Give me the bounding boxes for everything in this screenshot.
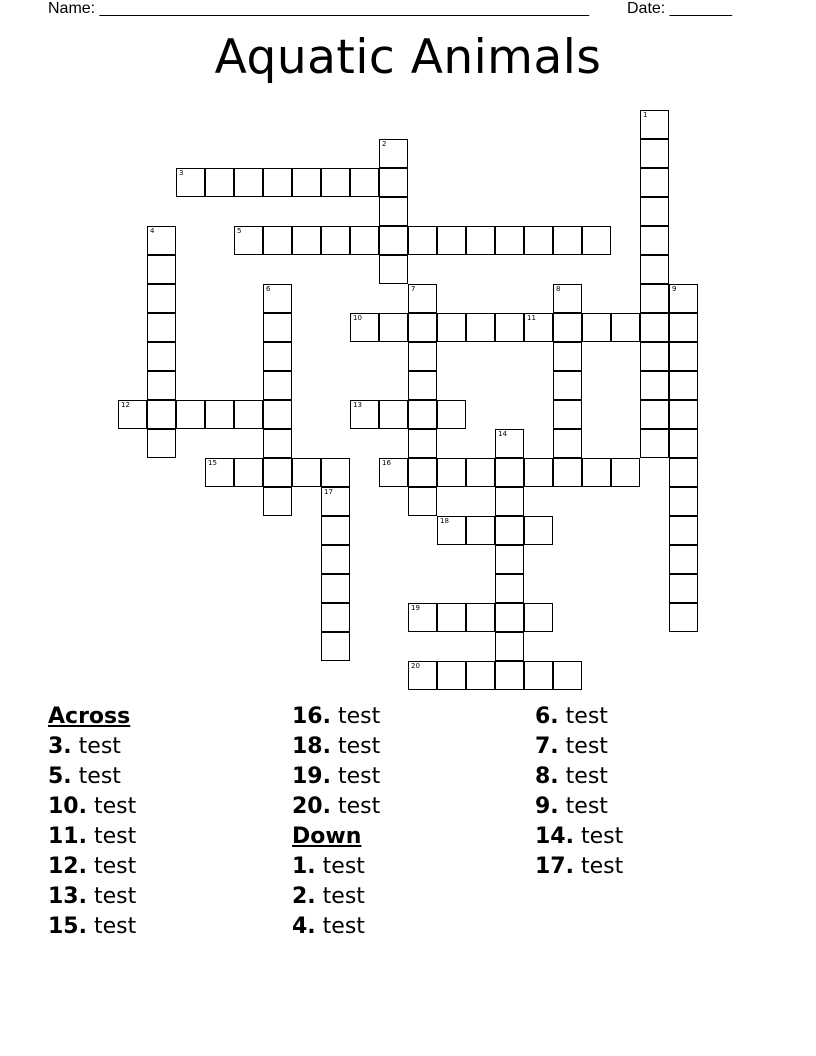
- grid-cell[interactable]: [408, 342, 437, 371]
- grid-cell[interactable]: [292, 168, 321, 197]
- clue-number: 1: [643, 111, 648, 119]
- grid-cell[interactable]: [669, 342, 698, 371]
- clue-across-16: 16. test: [292, 704, 381, 729]
- clue-across-20: 20. test: [292, 794, 381, 819]
- grid-cell[interactable]: [582, 313, 611, 342]
- grid-cell[interactable]: [582, 458, 611, 487]
- grid-cell[interactable]: [321, 458, 350, 487]
- clue-down-8: 8. test: [535, 764, 608, 789]
- grid-cell[interactable]: [234, 458, 263, 487]
- grid-cell[interactable]: [263, 168, 292, 197]
- grid-cell[interactable]: [640, 139, 669, 168]
- grid-cell[interactable]: [669, 574, 698, 603]
- grid-cell[interactable]: [147, 255, 176, 284]
- grid-cell[interactable]: [553, 226, 582, 255]
- grid-cell[interactable]: [437, 661, 466, 690]
- grid-cell[interactable]: [292, 458, 321, 487]
- clue-across-11: 11. test: [48, 824, 137, 849]
- grid-cell[interactable]: [669, 516, 698, 545]
- grid-cell[interactable]: [263, 226, 292, 255]
- grid-cell[interactable]: [495, 226, 524, 255]
- grid-cell[interactable]: [408, 487, 437, 516]
- grid-cell[interactable]: [205, 168, 234, 197]
- grid-cell[interactable]: [379, 255, 408, 284]
- grid-cell[interactable]: [321, 487, 350, 516]
- grid-cell[interactable]: [495, 661, 524, 690]
- clue-number: 4: [150, 227, 155, 235]
- grid-cell[interactable]: [553, 313, 582, 342]
- clue-down-7: 7. test: [535, 734, 608, 759]
- grid-cell[interactable]: [495, 574, 524, 603]
- grid-cell[interactable]: [234, 226, 263, 255]
- clue-across-3: 3. test: [48, 734, 121, 759]
- grid-cell[interactable]: [234, 400, 263, 429]
- grid-cell[interactable]: [640, 226, 669, 255]
- clue-number: 17: [324, 488, 333, 496]
- clue-number: 13: [353, 401, 362, 409]
- grid-cell[interactable]: [669, 284, 698, 313]
- grid-cell[interactable]: [553, 284, 582, 313]
- clue-number: 19: [411, 604, 420, 612]
- grid-cell[interactable]: [379, 458, 408, 487]
- clue-number: 6: [266, 285, 271, 293]
- clue-number: 3: [179, 169, 184, 177]
- grid-cell[interactable]: [495, 632, 524, 661]
- grid-cell[interactable]: [466, 313, 495, 342]
- grid-cell[interactable]: [524, 661, 553, 690]
- grid-cell[interactable]: [640, 429, 669, 458]
- grid-cell[interactable]: [466, 661, 495, 690]
- grid-cell[interactable]: [408, 458, 437, 487]
- grid-cell[interactable]: [495, 458, 524, 487]
- grid-cell[interactable]: [350, 400, 379, 429]
- grid-cell[interactable]: [321, 632, 350, 661]
- grid-cell[interactable]: [437, 226, 466, 255]
- grid-cell[interactable]: [379, 197, 408, 226]
- grid-cell[interactable]: [524, 603, 553, 632]
- grid-cell[interactable]: [205, 400, 234, 429]
- clue-number: 11: [527, 314, 536, 322]
- grid-cell[interactable]: [669, 458, 698, 487]
- grid-cell[interactable]: [524, 226, 553, 255]
- clue-down-6: 6. test: [535, 704, 608, 729]
- grid-cell[interactable]: [321, 226, 350, 255]
- grid-cell[interactable]: [582, 226, 611, 255]
- grid-cell[interactable]: [611, 313, 640, 342]
- grid-cell[interactable]: [408, 400, 437, 429]
- grid-cell[interactable]: [379, 139, 408, 168]
- grid-cell[interactable]: [147, 313, 176, 342]
- grid-cell[interactable]: [437, 400, 466, 429]
- clue-across-10: 10. test: [48, 794, 137, 819]
- grid-cell[interactable]: [553, 371, 582, 400]
- grid-cell[interactable]: [263, 313, 292, 342]
- clues-column-1: [48, 702, 136, 942]
- clue-number: 10: [353, 314, 362, 322]
- grid-cell[interactable]: [147, 371, 176, 400]
- clue-down-4: 4. test: [292, 914, 365, 939]
- clue-across-12: 12. test: [48, 854, 137, 879]
- grid-cell[interactable]: [408, 313, 437, 342]
- grid-cell[interactable]: [321, 168, 350, 197]
- clue-down-14: 14. test: [535, 824, 624, 849]
- grid-cell[interactable]: [321, 574, 350, 603]
- grid-cell[interactable]: [524, 458, 553, 487]
- grid-cell[interactable]: [263, 342, 292, 371]
- grid-cell[interactable]: [321, 603, 350, 632]
- grid-cell[interactable]: [176, 400, 205, 429]
- grid-cell[interactable]: [669, 400, 698, 429]
- grid-cell[interactable]: [205, 458, 234, 487]
- grid-cell[interactable]: [263, 487, 292, 516]
- grid-cell[interactable]: [408, 603, 437, 632]
- grid-cell[interactable]: [524, 516, 553, 545]
- clue-number: 20: [411, 662, 420, 670]
- grid-cell[interactable]: [495, 429, 524, 458]
- grid-cell[interactable]: [553, 458, 582, 487]
- clue-across-13: 13. test: [48, 884, 137, 909]
- grid-cell[interactable]: [176, 168, 205, 197]
- grid-cell[interactable]: [437, 458, 466, 487]
- clue-number: 7: [411, 285, 416, 293]
- grid-cell[interactable]: [292, 226, 321, 255]
- grid-cell[interactable]: [495, 313, 524, 342]
- grid-cell[interactable]: [321, 545, 350, 574]
- grid-cell[interactable]: [263, 284, 292, 313]
- grid-cell[interactable]: [495, 516, 524, 545]
- page-title: Aquatic Animals: [214, 30, 602, 85]
- grid-cell[interactable]: [669, 487, 698, 516]
- grid-cell[interactable]: [669, 545, 698, 574]
- grid-cell[interactable]: [263, 400, 292, 429]
- grid-cell[interactable]: [437, 516, 466, 545]
- clue-across-19: 19. test: [292, 764, 381, 789]
- clue-down-1: 1. test: [292, 854, 365, 879]
- grid-cell[interactable]: [640, 110, 669, 139]
- clue-number: 15: [208, 459, 217, 467]
- grid-cell[interactable]: [495, 545, 524, 574]
- grid-cell[interactable]: [379, 313, 408, 342]
- clue-number: 8: [556, 285, 561, 293]
- grid-cell[interactable]: [147, 342, 176, 371]
- grid-cell[interactable]: [524, 313, 553, 342]
- grid-cell[interactable]: [147, 284, 176, 313]
- grid-cell[interactable]: [669, 429, 698, 458]
- clues-column-3: [535, 702, 623, 882]
- clue-down-9: 9. test: [535, 794, 608, 819]
- grid-cell[interactable]: [466, 226, 495, 255]
- grid-cell[interactable]: [640, 284, 669, 313]
- grid-cell[interactable]: [408, 226, 437, 255]
- grid-cell[interactable]: [118, 400, 147, 429]
- grid-cell[interactable]: [350, 226, 379, 255]
- clue-number: 9: [672, 285, 677, 293]
- grid-cell[interactable]: [640, 168, 669, 197]
- grid-cell[interactable]: [234, 168, 263, 197]
- grid-cell[interactable]: [263, 371, 292, 400]
- clue-number: 12: [121, 401, 130, 409]
- clue-across-5: 5. test: [48, 764, 121, 789]
- clue-across-18: 18. test: [292, 734, 381, 759]
- grid-cell[interactable]: [640, 400, 669, 429]
- grid-cell[interactable]: [408, 429, 437, 458]
- clues-column-2: [292, 702, 380, 942]
- grid-cell[interactable]: [408, 371, 437, 400]
- grid-cell[interactable]: [640, 342, 669, 371]
- date-field-label: Date: _______: [627, 0, 732, 17]
- grid-cell[interactable]: [466, 516, 495, 545]
- grid-cell[interactable]: [669, 313, 698, 342]
- clue-number: 16: [382, 459, 391, 467]
- grid-cell[interactable]: [640, 255, 669, 284]
- name-field-label: Name: _______________________________________________________: [48, 0, 589, 17]
- clue-number: 18: [440, 517, 449, 525]
- clue-number: 2: [382, 140, 387, 148]
- clue-number: 14: [498, 430, 507, 438]
- grid-cell[interactable]: [408, 284, 437, 313]
- grid-cell[interactable]: [640, 313, 669, 342]
- down-heading: Down: [292, 824, 362, 849]
- grid-cell[interactable]: [640, 197, 669, 226]
- grid-cell[interactable]: [495, 487, 524, 516]
- grid-cell[interactable]: [640, 371, 669, 400]
- clue-down-2: 2. test: [292, 884, 365, 909]
- grid-cell[interactable]: [263, 429, 292, 458]
- clue-number: 5: [237, 227, 242, 235]
- grid-cell[interactable]: [350, 313, 379, 342]
- grid-cell[interactable]: [553, 400, 582, 429]
- grid-cell[interactable]: [466, 458, 495, 487]
- grid-cell[interactable]: [408, 661, 437, 690]
- grid-cell[interactable]: [553, 661, 582, 690]
- grid-cell[interactable]: [350, 168, 379, 197]
- grid-cell[interactable]: [379, 168, 408, 197]
- grid-cell[interactable]: [669, 371, 698, 400]
- across-heading: Across: [48, 704, 131, 729]
- grid-cell[interactable]: [495, 603, 524, 632]
- grid-cell[interactable]: [466, 603, 495, 632]
- grid-cell[interactable]: [263, 458, 292, 487]
- grid-cell[interactable]: [437, 313, 466, 342]
- clue-down-17: 17. test: [535, 854, 624, 879]
- grid-cell[interactable]: [321, 516, 350, 545]
- grid-cell[interactable]: [611, 458, 640, 487]
- grid-cell[interactable]: [379, 400, 408, 429]
- grid-cell[interactable]: [669, 603, 698, 632]
- grid-cell[interactable]: [553, 429, 582, 458]
- grid-cell[interactable]: [147, 400, 176, 429]
- grid-cell[interactable]: [437, 603, 466, 632]
- grid-cell[interactable]: [147, 429, 176, 458]
- grid-cell[interactable]: [147, 226, 176, 255]
- clue-across-15: 15. test: [48, 914, 137, 939]
- grid-cell[interactable]: [553, 342, 582, 371]
- grid-cell[interactable]: [379, 226, 408, 255]
